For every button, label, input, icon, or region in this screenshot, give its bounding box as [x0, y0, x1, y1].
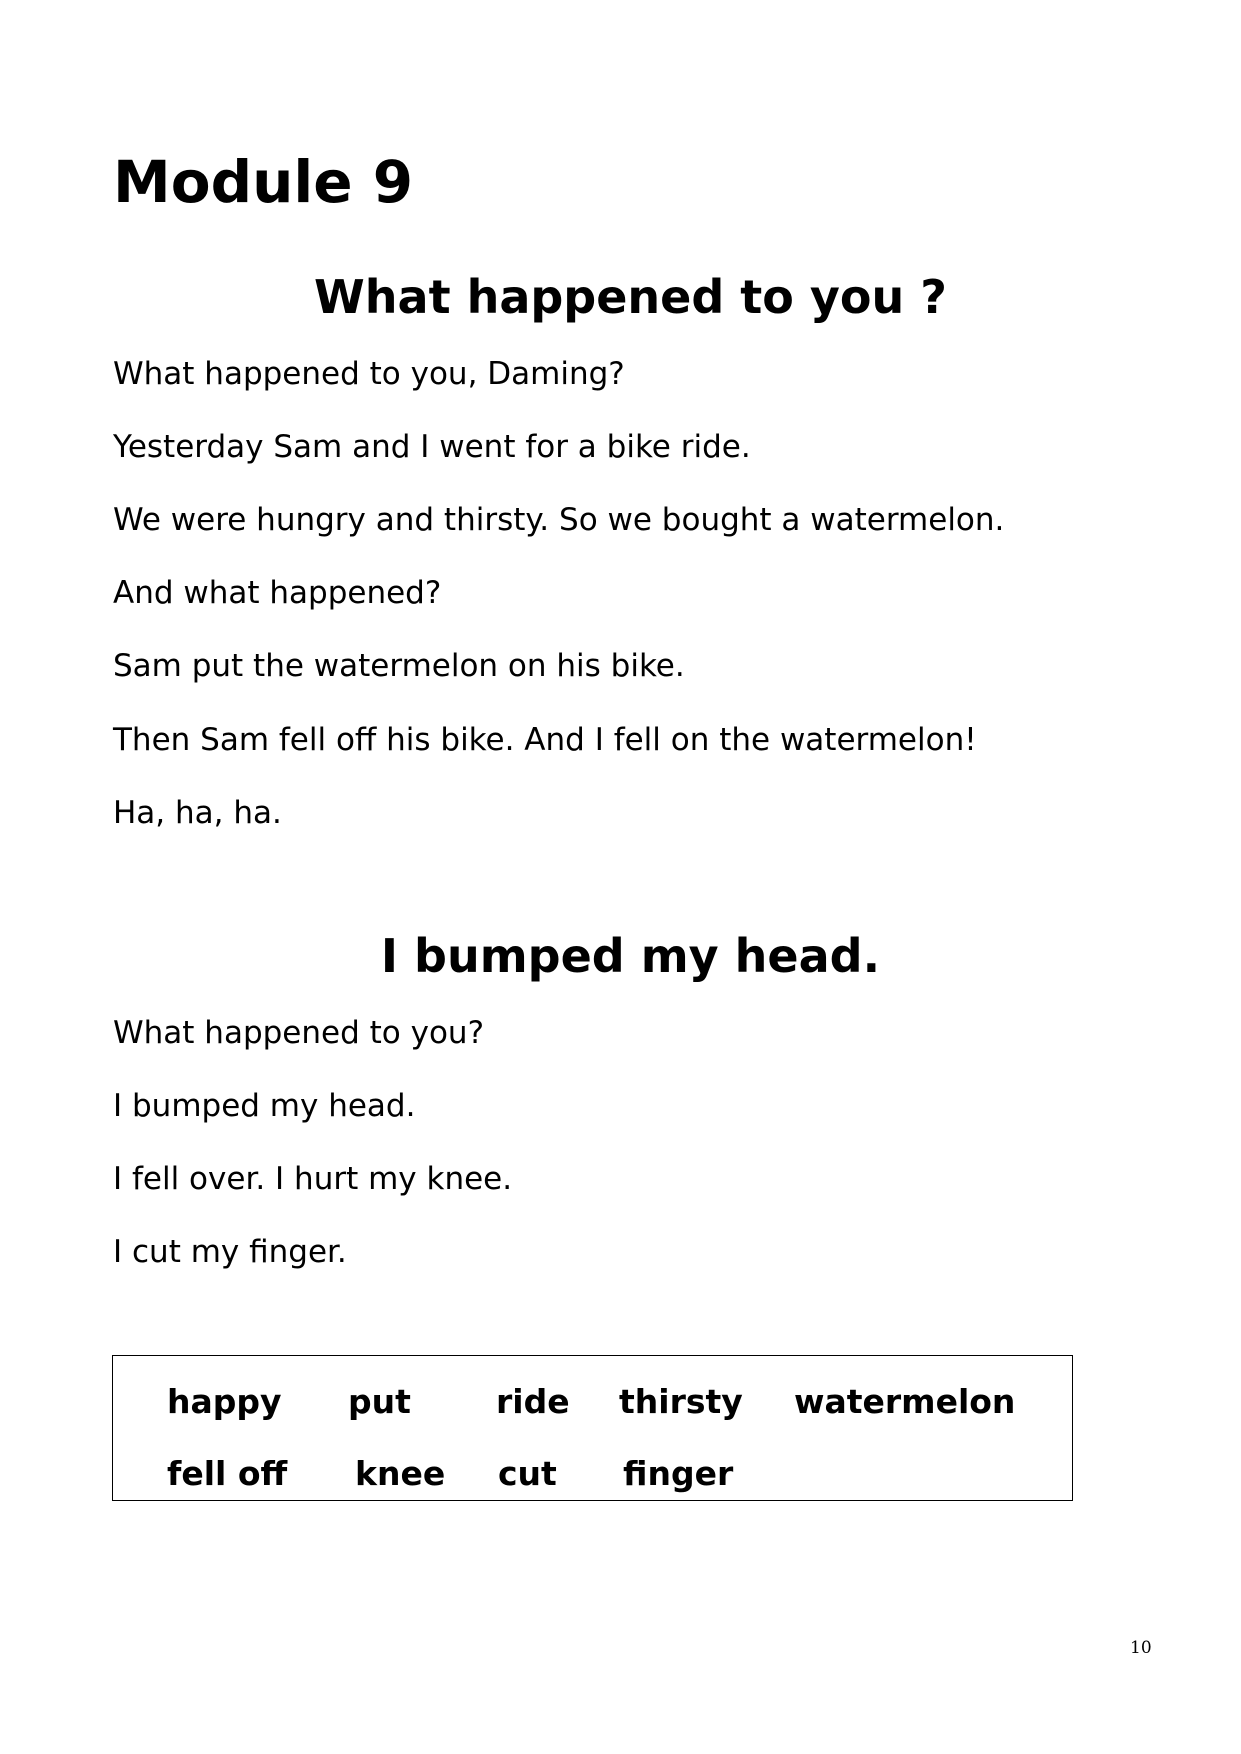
- phrase-line: I bumped my head.: [113, 1088, 416, 1124]
- vocabulary-word: ride: [496, 1382, 570, 1421]
- page-number: 10: [1130, 1638, 1152, 1658]
- dialogue-line: Sam put the watermelon on his bike.: [113, 648, 685, 684]
- vocabulary-word: cut: [498, 1454, 557, 1493]
- dialogue-line: Then Sam fell off his bike. And I fell on the watermelon!: [113, 722, 977, 758]
- dialogue-line: We were hungry and thirsty. So we bought a watermelon.: [113, 502, 1005, 538]
- vocabulary-word: happy: [167, 1382, 282, 1421]
- section-heading-what-happened: What happened to you ?: [314, 270, 947, 324]
- vocabulary-word: fell off: [167, 1454, 288, 1493]
- module-title: Module 9: [113, 148, 414, 216]
- vocabulary-word: thirsty: [619, 1382, 743, 1421]
- dialogue-line: Yesterday Sam and I went for a bike ride.: [113, 429, 751, 465]
- dialogue-line: And what happened?: [113, 575, 442, 611]
- phrase-line: I fell over. I hurt my knee.: [113, 1161, 513, 1197]
- section-heading-bumped-head: I bumped my head.: [380, 929, 881, 983]
- phrase-line: I cut my finger.: [113, 1234, 347, 1270]
- vocabulary-word: watermelon: [794, 1382, 1016, 1421]
- vocabulary-word: knee: [355, 1454, 446, 1493]
- vocabulary-box: [112, 1355, 1073, 1501]
- dialogue-line: What happened to you, Daming?: [113, 356, 625, 392]
- dialogue-line: Ha, ha, ha.: [113, 795, 282, 831]
- vocabulary-word: put: [348, 1382, 411, 1421]
- vocabulary-word: finger: [623, 1454, 734, 1493]
- phrase-line: What happened to you?: [113, 1015, 485, 1051]
